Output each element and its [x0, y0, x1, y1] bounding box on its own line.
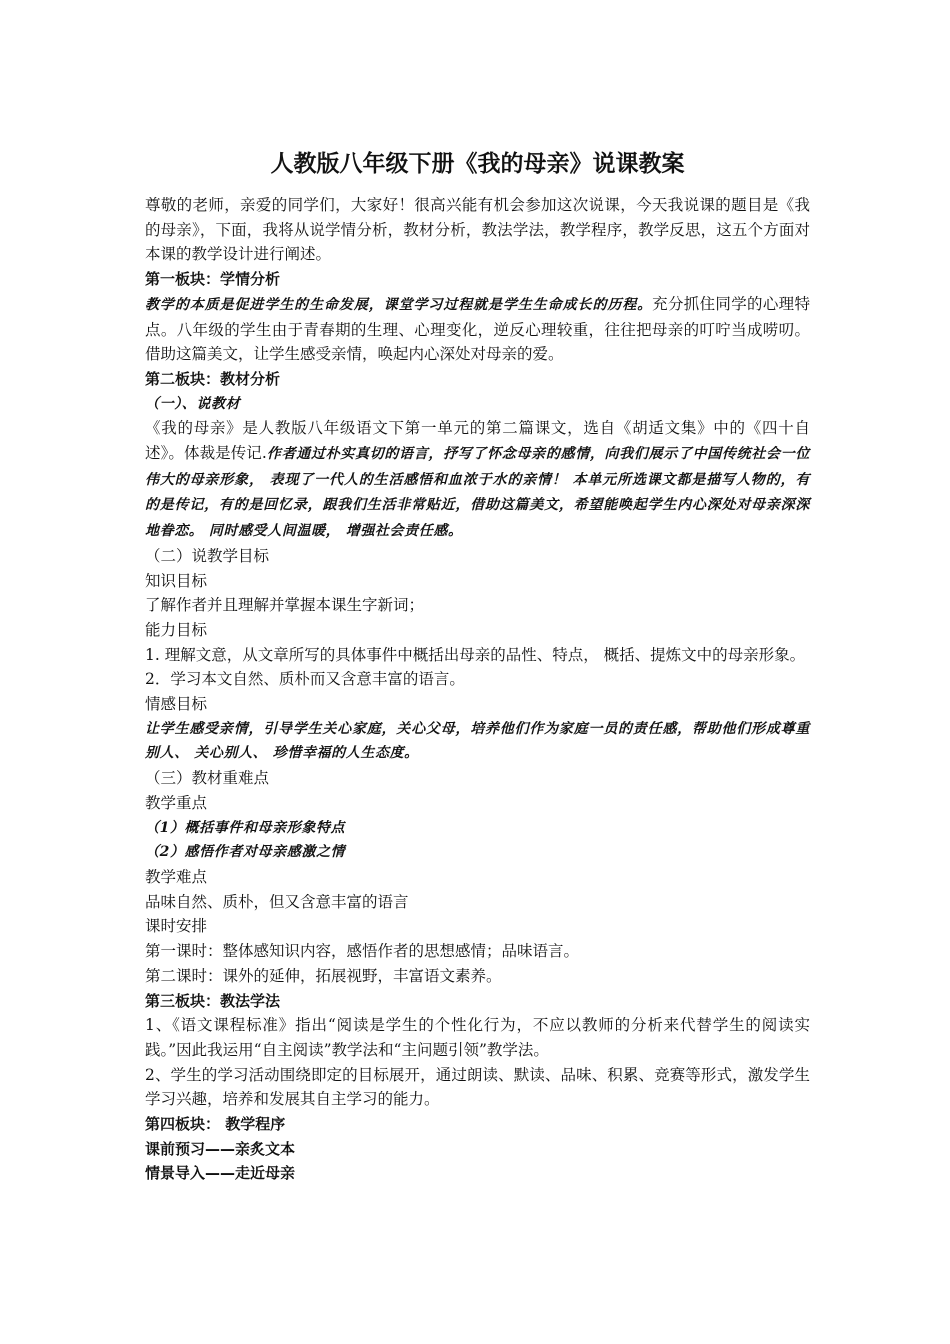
- section3-heading: 第三板块：教法学法: [145, 991, 281, 1010]
- schedule-lesson-1: 第一课时：整体感知识内容，感悟作者的思想感情；品味语言。: [145, 942, 580, 961]
- schedule-label: 课时安排: [145, 917, 208, 936]
- difficulty-label: 教学难点: [145, 867, 208, 886]
- ability-goal-label: 能力目标: [145, 620, 208, 639]
- material-hand-text: 作者通过朴实真切的语言，抒写了怀念母亲的感情，向我们展示了中国传统社会一位伟大的母亲形象， 表现了一代人的生活感悟和血浓于水的亲情！ 本单元所选课文都是描写人物的，有的是传记，有的是回忆录，跟我们生活非常贴近，借助这篇美文，希望能唤起学生内心深处对母亲深深地眷恋。 同时感受人间温暖， 增强社会责任感。: [145, 446, 810, 540]
- emotion-goal-label: 情感目标: [145, 695, 208, 714]
- subsection-goals: （二）说教学目标: [145, 546, 270, 565]
- procedure-step-2: 情景导入——走近母亲: [145, 1164, 296, 1183]
- key-point-label: 教学重点: [145, 793, 208, 812]
- ability-goal-2: 2．学习本文自然、质朴而又含意丰富的语言。: [145, 670, 465, 689]
- difficulty-text: 品味自然、质朴，但又含意丰富的语言: [145, 892, 409, 911]
- subsection-key-points: （三）教材重难点: [145, 769, 270, 788]
- knowledge-goal-text: 了解作者并且理解并掌握本课生字新词；: [145, 596, 425, 615]
- section1-paragraph: [145, 292, 810, 367]
- section4-heading: 第四板块： 教学程序: [145, 1115, 286, 1134]
- intro-paragraph: 尊敬的老师，亲爱的同学们，大家好！很高兴能有机会参加这次说课，今天我说课的题目是《我的母亲》，下面，我将从说学情分析，教材分析，教法学法，教学程序，教学反思，这五个方面对本课的教学设计进行阐述。: [145, 196, 810, 264]
- method-item-2: 2、学生的学习活动围绕即定的目标展开，通过朗读、默读、品味、积累、竞赛等形式，激发学生学习兴趣，培养和发展其自主学习的能力。: [145, 1065, 810, 1109]
- procedure-step-1: 课前预习——亲炙文本: [145, 1139, 296, 1158]
- emotion-goal-text: 让学生感受亲情，引导学生关心家庭，关心父母，培养他们作为家庭一员的责任感，帮助他们形成尊重别人、 关心别人、 珍惜幸福的人生态度。: [145, 720, 810, 762]
- section1-body-text: 充分抓住同学的心理特点。八年级的学生由于青春期的生理、心理变化，逆反心理较重，往往把母亲的叮咛当成唠叨。借助这篇美文，让学生感受亲情，唤起内心深处对母亲的爱。: [145, 294, 810, 364]
- method-item-1: 1、《语文课程标准》指出“阅读是学生的个性化行为，不应以教师的分析来代替学生的阅读实践。”因此我运用“自主阅读”教学法和“主问题引领”教学法。: [145, 1016, 810, 1059]
- section1-hand-text: 教学的本质是促进学生的生命发展，课堂学习过程就是学生生命成长的历程。: [145, 296, 653, 313]
- material-paragraph: [145, 416, 810, 544]
- document-title: 人教版八年级下册《我的母亲》说课教案: [270, 151, 685, 177]
- key-point-1: （1）概括事件和母亲形象特点: [145, 819, 346, 836]
- document-page: [145, 148, 810, 1186]
- ability-goal-1: 1. 理解文意，从文章所写的具体事件中概括出母亲的品性、特点， 概括、提炼文中的母亲形象。: [145, 645, 806, 664]
- section2-heading: 第二板块：教材分析: [145, 369, 281, 388]
- knowledge-goal-label: 知识目标: [145, 571, 208, 590]
- subsection-teaching-material: （一）、说教材: [145, 395, 241, 412]
- material-plain-text: 《我的母亲》是人教版八年级语文下第一单元的第二篇课文，选自《胡适文集》中的《四十自述》。体裁是传记.: [145, 419, 810, 463]
- schedule-lesson-2: 第二课时：课外的延伸，拓展视野，丰富语文素养。: [145, 966, 502, 985]
- key-point-2: （2）感悟作者对母亲感激之情: [145, 844, 346, 861]
- section1-heading: 第一板块：学情分析: [145, 270, 281, 289]
